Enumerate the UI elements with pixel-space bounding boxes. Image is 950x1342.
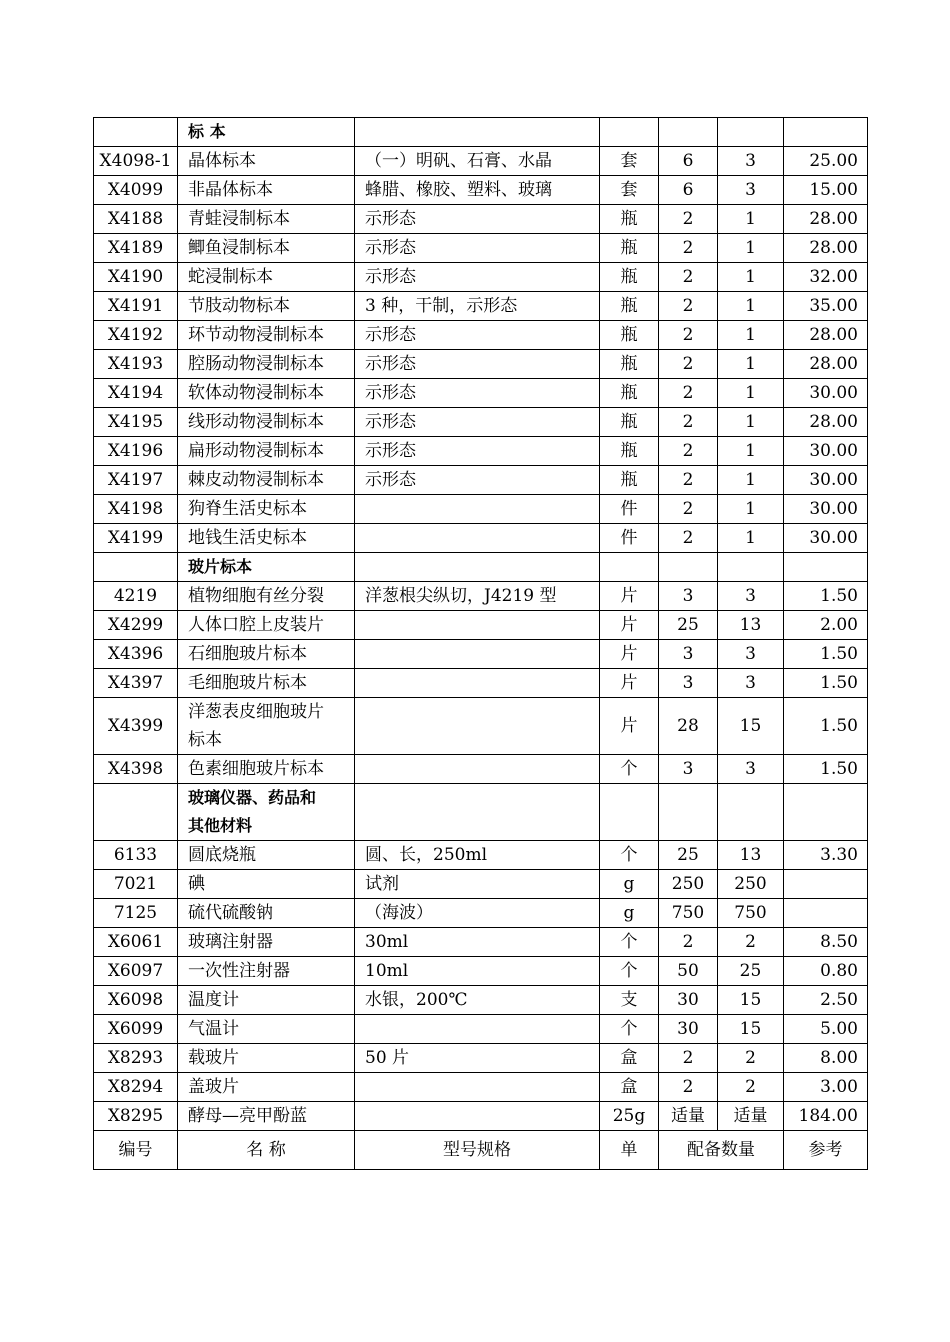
cell-price: 30.00 bbox=[784, 379, 868, 408]
cell-qty-2: 15 bbox=[718, 1015, 784, 1044]
cell-spec: 水银，200℃ bbox=[355, 986, 600, 1015]
cell-name-line-1: 玻璃仪器、药品和 bbox=[188, 788, 317, 807]
cell-name: 碘 bbox=[178, 870, 355, 899]
table-row bbox=[94, 350, 868, 379]
cell-name: 一次性注射器 bbox=[178, 957, 355, 986]
cell-qty-1: 28 bbox=[659, 698, 718, 755]
header-spec: 型号规格 bbox=[355, 1131, 600, 1170]
cell-unit: 件 bbox=[600, 524, 659, 553]
cell-unit: 片 bbox=[600, 640, 659, 669]
cell-qty-1: 750 bbox=[659, 899, 718, 928]
cell-qty-2: 3 bbox=[718, 755, 784, 784]
cell-name: 青蛙浸制标本 bbox=[178, 205, 355, 234]
cell-qty-2: 13 bbox=[718, 841, 784, 870]
cell-unit: 片 bbox=[600, 611, 659, 640]
cell-spec: 圆、长，250ml bbox=[355, 841, 600, 870]
cell-spec bbox=[355, 669, 600, 698]
cell-qty-2: 1 bbox=[718, 263, 784, 292]
table-row bbox=[94, 205, 868, 234]
cell-name-line-2: 其他材料 bbox=[188, 816, 253, 835]
cell-spec: 示形态 bbox=[355, 263, 600, 292]
cell-spec: 蜂腊、橡胶、塑料、玻璃 bbox=[355, 176, 600, 205]
cell-code: X4399 bbox=[94, 698, 178, 755]
cell-code: X4192 bbox=[94, 321, 178, 350]
cell-name: 色素细胞玻片标本 bbox=[178, 755, 355, 784]
cell-name: 毛细胞玻片标本 bbox=[178, 669, 355, 698]
cell-unit bbox=[600, 553, 659, 582]
cell-spec: （海波） bbox=[355, 899, 600, 928]
cell-name: 植物细胞有丝分裂 bbox=[178, 582, 355, 611]
cell-unit: 个 bbox=[600, 841, 659, 870]
cell-name: 扁形动物浸制标本 bbox=[178, 437, 355, 466]
table-row bbox=[94, 870, 868, 899]
cell-code: X4098-1 bbox=[94, 147, 178, 176]
table-row bbox=[94, 640, 868, 669]
cell-code: 4219 bbox=[94, 582, 178, 611]
cell-name: 节肢动物标本 bbox=[178, 292, 355, 321]
cell-qty-2: 15 bbox=[718, 986, 784, 1015]
cell-qty-1: 2 bbox=[659, 1044, 718, 1073]
cell-spec: 示形态 bbox=[355, 321, 600, 350]
cell-name: 玻璃注射器 bbox=[178, 928, 355, 957]
cell-qty-1: 250 bbox=[659, 870, 718, 899]
table-row bbox=[94, 1073, 868, 1102]
cell-qty-1: 25 bbox=[659, 841, 718, 870]
cell-name-line-1: 洋葱表皮细胞玻片 bbox=[188, 702, 324, 722]
cell-name bbox=[178, 784, 355, 841]
header-name: 名 称 bbox=[178, 1131, 355, 1170]
cell-qty-1: 2 bbox=[659, 928, 718, 957]
cell-qty-1: 2 bbox=[659, 350, 718, 379]
cell-name: 非晶体标本 bbox=[178, 176, 355, 205]
cell-qty-2: 适量 bbox=[718, 1102, 784, 1131]
cell-qty-2: 1 bbox=[718, 379, 784, 408]
cell-spec: （一）明矾、石膏、水晶 bbox=[355, 147, 600, 176]
cell-code: X4191 bbox=[94, 292, 178, 321]
cell-qty-1: 30 bbox=[659, 1015, 718, 1044]
cell-name: 硫代硫酸钠 bbox=[178, 899, 355, 928]
table-row bbox=[94, 1044, 868, 1073]
cell-spec: 示形态 bbox=[355, 379, 600, 408]
cell-price: 184.00 bbox=[784, 1102, 868, 1131]
cell-qty-2: 2 bbox=[718, 928, 784, 957]
cell-price: 2.00 bbox=[784, 611, 868, 640]
table-row bbox=[94, 408, 868, 437]
cell-spec bbox=[355, 784, 600, 841]
cell-qty-1: 3 bbox=[659, 640, 718, 669]
cell-qty-1: 30 bbox=[659, 986, 718, 1015]
cell-spec bbox=[355, 755, 600, 784]
cell-spec bbox=[355, 553, 600, 582]
cell-unit: 瓶 bbox=[600, 263, 659, 292]
cell-price: 1.50 bbox=[784, 669, 868, 698]
cell-unit: 个 bbox=[600, 755, 659, 784]
cell-name: 人体口腔上皮装片 bbox=[178, 611, 355, 640]
cell-name: 蛇浸制标本 bbox=[178, 263, 355, 292]
cell-price bbox=[784, 553, 868, 582]
cell-name: 玻片标本 bbox=[178, 553, 355, 582]
table-row bbox=[94, 986, 868, 1015]
equipment-table bbox=[93, 117, 868, 1170]
cell-name: 狗脊生活史标本 bbox=[178, 495, 355, 524]
cell-spec: 3 种，干制，示形态 bbox=[355, 292, 600, 321]
cell-qty-2: 750 bbox=[718, 899, 784, 928]
cell-unit: 瓶 bbox=[600, 408, 659, 437]
cell-price: 1.50 bbox=[784, 755, 868, 784]
cell-spec: 10ml bbox=[355, 957, 600, 986]
header-code: 编号 bbox=[94, 1131, 178, 1170]
cell-qty-1: 2 bbox=[659, 437, 718, 466]
cell-spec bbox=[355, 495, 600, 524]
cell-code: X8295 bbox=[94, 1102, 178, 1131]
cell-name: 温度计 bbox=[178, 986, 355, 1015]
cell-code: 7125 bbox=[94, 899, 178, 928]
cell-code: X6097 bbox=[94, 957, 178, 986]
cell-unit: 个 bbox=[600, 928, 659, 957]
cell-qty-2: 1 bbox=[718, 205, 784, 234]
cell-qty-2: 3 bbox=[718, 582, 784, 611]
cell-code: X6099 bbox=[94, 1015, 178, 1044]
cell-name-line-2: 标本 bbox=[188, 730, 222, 750]
cell-unit: 个 bbox=[600, 1015, 659, 1044]
cell-spec bbox=[355, 118, 600, 147]
cell-name: 鲫鱼浸制标本 bbox=[178, 234, 355, 263]
cell-price: 28.00 bbox=[784, 350, 868, 379]
cell-spec bbox=[355, 611, 600, 640]
cell-name: 环节动物浸制标本 bbox=[178, 321, 355, 350]
table-row bbox=[94, 1102, 868, 1131]
cell-name: 线形动物浸制标本 bbox=[178, 408, 355, 437]
section-row bbox=[94, 118, 868, 147]
cell-code: X4398 bbox=[94, 755, 178, 784]
cell-spec: 示形态 bbox=[355, 466, 600, 495]
table-row bbox=[94, 841, 868, 870]
cell-code bbox=[94, 118, 178, 147]
table-row bbox=[94, 379, 868, 408]
cell-price: 30.00 bbox=[784, 495, 868, 524]
cell-price: 28.00 bbox=[784, 408, 868, 437]
table-row bbox=[94, 611, 868, 640]
cell-spec bbox=[355, 1102, 600, 1131]
cell-qty-2: 3 bbox=[718, 669, 784, 698]
cell-unit: 瓶 bbox=[600, 234, 659, 263]
cell-qty-1: 3 bbox=[659, 582, 718, 611]
cell-qty-2: 1 bbox=[718, 466, 784, 495]
cell-code: X6061 bbox=[94, 928, 178, 957]
cell-code: X4198 bbox=[94, 495, 178, 524]
cell-qty-2: 25 bbox=[718, 957, 784, 986]
cell-qty-2: 13 bbox=[718, 611, 784, 640]
cell-qty-1: 25 bbox=[659, 611, 718, 640]
cell-code: X4195 bbox=[94, 408, 178, 437]
cell-unit: 瓶 bbox=[600, 292, 659, 321]
cell-spec: 试剂 bbox=[355, 870, 600, 899]
section-row bbox=[94, 553, 868, 582]
cell-code: X4190 bbox=[94, 263, 178, 292]
cell-qty-2: 1 bbox=[718, 524, 784, 553]
cell-qty-2: 1 bbox=[718, 495, 784, 524]
cell-qty-2: 1 bbox=[718, 321, 784, 350]
table-row bbox=[94, 234, 868, 263]
cell-qty-1: 6 bbox=[659, 176, 718, 205]
cell-spec: 示形态 bbox=[355, 205, 600, 234]
cell-price bbox=[784, 870, 868, 899]
cell-name: 腔肠动物浸制标本 bbox=[178, 350, 355, 379]
cell-code: X4189 bbox=[94, 234, 178, 263]
cell-unit: g bbox=[600, 899, 659, 928]
table-row bbox=[94, 176, 868, 205]
header-price: 参考 bbox=[784, 1131, 868, 1170]
cell-spec: 示形态 bbox=[355, 234, 600, 263]
cell-name: 地钱生活史标本 bbox=[178, 524, 355, 553]
cell-qty-2: 2 bbox=[718, 1073, 784, 1102]
cell-price: 1.50 bbox=[784, 698, 868, 755]
cell-price bbox=[784, 784, 868, 841]
cell-qty-2: 1 bbox=[718, 437, 784, 466]
cell-price: 8.50 bbox=[784, 928, 868, 957]
table-row bbox=[94, 1015, 868, 1044]
cell-qty-1: 2 bbox=[659, 408, 718, 437]
cell-code: X4199 bbox=[94, 524, 178, 553]
cell-qty-1 bbox=[659, 784, 718, 841]
cell-price bbox=[784, 118, 868, 147]
cell-code: 6133 bbox=[94, 841, 178, 870]
cell-unit: 瓶 bbox=[600, 437, 659, 466]
cell-unit: 盒 bbox=[600, 1044, 659, 1073]
cell-qty-1: 2 bbox=[659, 234, 718, 263]
cell-price: 30.00 bbox=[784, 466, 868, 495]
cell-code: X4396 bbox=[94, 640, 178, 669]
cell-price: 8.00 bbox=[784, 1044, 868, 1073]
cell-unit: 片 bbox=[600, 582, 659, 611]
cell-unit: 盒 bbox=[600, 1073, 659, 1102]
cell-price: 15.00 bbox=[784, 176, 868, 205]
cell-qty-2: 3 bbox=[718, 640, 784, 669]
cell-unit: 瓶 bbox=[600, 466, 659, 495]
cell-code: X4299 bbox=[94, 611, 178, 640]
cell-unit bbox=[600, 784, 659, 841]
cell-unit bbox=[600, 118, 659, 147]
cell-qty-1: 2 bbox=[659, 205, 718, 234]
cell-name: 石细胞玻片标本 bbox=[178, 640, 355, 669]
cell-price: 3.00 bbox=[784, 1073, 868, 1102]
table-row bbox=[94, 669, 868, 698]
cell-qty-1: 适量 bbox=[659, 1102, 718, 1131]
table-row bbox=[94, 495, 868, 524]
cell-qty-2: 1 bbox=[718, 292, 784, 321]
cell-qty-2: 3 bbox=[718, 176, 784, 205]
table-row bbox=[94, 755, 868, 784]
table-header-row bbox=[94, 1131, 868, 1170]
cell-qty-1: 50 bbox=[659, 957, 718, 986]
table-row bbox=[94, 437, 868, 466]
cell-name: 载玻片 bbox=[178, 1044, 355, 1073]
cell-qty-1: 2 bbox=[659, 1073, 718, 1102]
cell-qty-2: 250 bbox=[718, 870, 784, 899]
cell-price: 5.00 bbox=[784, 1015, 868, 1044]
cell-qty-1: 2 bbox=[659, 263, 718, 292]
cell-name: 软体动物浸制标本 bbox=[178, 379, 355, 408]
cell-qty-1: 2 bbox=[659, 321, 718, 350]
cell-unit: g bbox=[600, 870, 659, 899]
cell-unit: 片 bbox=[600, 698, 659, 755]
table-row bbox=[94, 928, 868, 957]
cell-code: X4197 bbox=[94, 466, 178, 495]
cell-spec bbox=[355, 640, 600, 669]
cell-price: 32.00 bbox=[784, 263, 868, 292]
cell-code: X4188 bbox=[94, 205, 178, 234]
section-row bbox=[94, 784, 868, 841]
cell-qty-2: 1 bbox=[718, 234, 784, 263]
cell-name: 气温计 bbox=[178, 1015, 355, 1044]
cell-code bbox=[94, 784, 178, 841]
cell-unit: 瓶 bbox=[600, 321, 659, 350]
cell-price: 0.80 bbox=[784, 957, 868, 986]
cell-code: X4397 bbox=[94, 669, 178, 698]
cell-qty-2: 1 bbox=[718, 408, 784, 437]
cell-qty-2: 2 bbox=[718, 1044, 784, 1073]
cell-price: 1.50 bbox=[784, 582, 868, 611]
cell-spec: 30ml bbox=[355, 928, 600, 957]
cell-qty-1 bbox=[659, 118, 718, 147]
cell-qty-2: 15 bbox=[718, 698, 784, 755]
cell-name: 圆底烧瓶 bbox=[178, 841, 355, 870]
cell-unit: 套 bbox=[600, 176, 659, 205]
cell-unit: 25g bbox=[600, 1102, 659, 1131]
table-row bbox=[94, 582, 868, 611]
cell-spec bbox=[355, 1073, 600, 1102]
cell-name bbox=[178, 698, 355, 755]
cell-spec: 示形态 bbox=[355, 408, 600, 437]
table-row bbox=[94, 321, 868, 350]
table-row bbox=[94, 263, 868, 292]
cell-spec: 洋葱根尖纵切，J4219 型 bbox=[355, 582, 600, 611]
table-row bbox=[94, 899, 868, 928]
cell-code: X4194 bbox=[94, 379, 178, 408]
cell-price: 28.00 bbox=[784, 234, 868, 263]
cell-qty-2 bbox=[718, 784, 784, 841]
cell-price: 28.00 bbox=[784, 321, 868, 350]
cell-code: X4193 bbox=[94, 350, 178, 379]
cell-unit: 套 bbox=[600, 147, 659, 176]
header-unit: 单 bbox=[600, 1131, 659, 1170]
table-row bbox=[94, 147, 868, 176]
table-row bbox=[94, 524, 868, 553]
cell-spec: 示形态 bbox=[355, 437, 600, 466]
cell-unit: 瓶 bbox=[600, 350, 659, 379]
cell-price bbox=[784, 899, 868, 928]
table-row bbox=[94, 957, 868, 986]
cell-spec: 50 片 bbox=[355, 1044, 600, 1073]
cell-spec bbox=[355, 698, 600, 755]
table-body bbox=[94, 118, 868, 1131]
cell-price: 2.50 bbox=[784, 986, 868, 1015]
cell-name: 晶体标本 bbox=[178, 147, 355, 176]
cell-unit: 个 bbox=[600, 957, 659, 986]
cell-price: 3.30 bbox=[784, 841, 868, 870]
cell-qty-1: 2 bbox=[659, 379, 718, 408]
cell-unit: 件 bbox=[600, 495, 659, 524]
cell-name: 标 本 bbox=[178, 118, 355, 147]
cell-unit: 瓶 bbox=[600, 379, 659, 408]
cell-price: 30.00 bbox=[784, 437, 868, 466]
cell-code: X8293 bbox=[94, 1044, 178, 1073]
cell-spec bbox=[355, 1015, 600, 1044]
cell-price: 28.00 bbox=[784, 205, 868, 234]
cell-qty-1: 6 bbox=[659, 147, 718, 176]
cell-unit: 片 bbox=[600, 669, 659, 698]
cell-code: X4196 bbox=[94, 437, 178, 466]
cell-qty-2: 3 bbox=[718, 147, 784, 176]
cell-name: 盖玻片 bbox=[178, 1073, 355, 1102]
header-qty: 配备数量 bbox=[659, 1131, 784, 1170]
cell-qty-1: 2 bbox=[659, 495, 718, 524]
cell-qty-1: 2 bbox=[659, 524, 718, 553]
cell-price: 35.00 bbox=[784, 292, 868, 321]
cell-code: X8294 bbox=[94, 1073, 178, 1102]
cell-code: X6098 bbox=[94, 986, 178, 1015]
cell-price: 30.00 bbox=[784, 524, 868, 553]
cell-qty-1: 3 bbox=[659, 669, 718, 698]
cell-qty-2 bbox=[718, 118, 784, 147]
table-row bbox=[94, 698, 868, 755]
cell-unit: 支 bbox=[600, 986, 659, 1015]
cell-qty-2: 1 bbox=[718, 350, 784, 379]
cell-code: 7021 bbox=[94, 870, 178, 899]
cell-qty-2 bbox=[718, 553, 784, 582]
cell-name: 棘皮动物浸制标本 bbox=[178, 466, 355, 495]
cell-qty-1: 2 bbox=[659, 292, 718, 321]
cell-unit: 瓶 bbox=[600, 205, 659, 234]
table-row bbox=[94, 292, 868, 321]
cell-qty-1: 3 bbox=[659, 755, 718, 784]
cell-spec: 示形态 bbox=[355, 350, 600, 379]
table-row bbox=[94, 466, 868, 495]
cell-name: 酵母—亮甲酚蓝 bbox=[178, 1102, 355, 1131]
cell-qty-1 bbox=[659, 553, 718, 582]
cell-code: X4099 bbox=[94, 176, 178, 205]
cell-code bbox=[94, 553, 178, 582]
cell-price: 1.50 bbox=[784, 640, 868, 669]
cell-price: 25.00 bbox=[784, 147, 868, 176]
cell-spec bbox=[355, 524, 600, 553]
cell-qty-1: 2 bbox=[659, 466, 718, 495]
